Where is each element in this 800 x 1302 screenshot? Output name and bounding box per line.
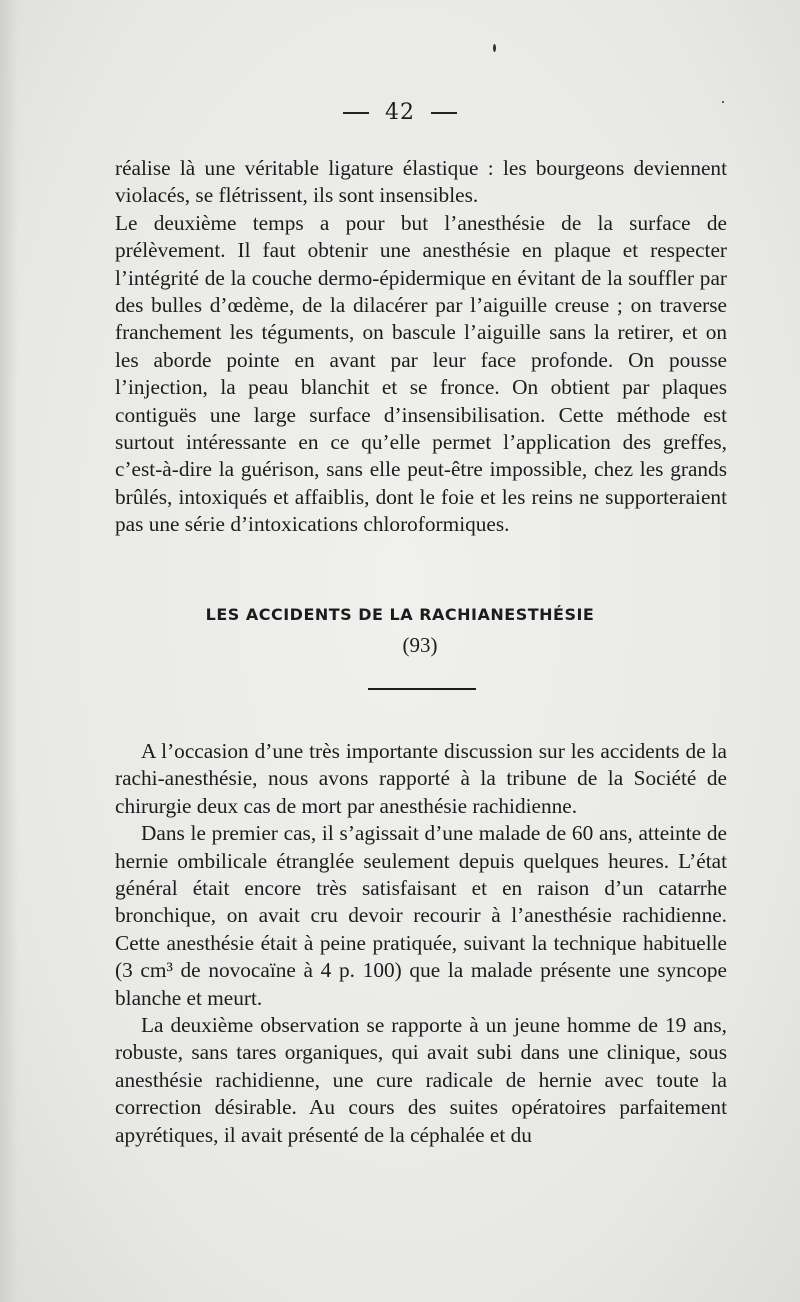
body-text-bottom <box>115 738 727 1149</box>
paragraph: Le deuxième temps a pour but l’anesthésie de la surface de prélèvement. Il faut obtenir une anesthésie en plaque et respecter l’intégrité de la couche dermo-épidermique en évitant de la souffler par des bulles d’œdème, de la dilacérer par l’aiguille creuse ; on traverse franchement les téguments, on bascule l’aiguille sans la retirer, et on les aborde pointe en avant par leur face profonde. On pousse l’injection, la peau blanchit et se fronce. On obtient par plaques contiguës une large surface d’insensibilisation. Cette méthode est surtout intéressante en ce qu’elle permet l’application des greffes, c’est-à-dire la guérison, sans elle peut-être impossible, chez les grands brûlés, intoxiqués et affaiblis, dont le foie et les reins ne supporteraient pas une série d’intoxications chloroformiques. <box>115 210 727 537</box>
page-number: 42 <box>385 100 415 125</box>
body-text-top <box>115 155 727 539</box>
header-dash-left <box>343 112 369 114</box>
page-header <box>0 100 800 125</box>
paragraph: réalise là une véritable ligature élastique : les bourgeons deviennent violacés, se flétrissent, ils sont insensibles. <box>115 156 727 208</box>
paragraph: La deuxième observation se rapporte à un jeune homme de 19 ans, robuste, sans tares organiques, qui avait subi dans une clinique, sous anesthésie rachidienne, une cure radicale de hernie avec toute la correction désirable. Au cours des suites opératoires parfaitement apyrétiques, il avait présenté de la céphalée et du <box>115 1013 727 1147</box>
paragraph: A l’occasion d’une très importante discussion sur les accidents de la rachi-anesthésie, nous avons rapporté à la tribune de la Société de chirurgie deux cas de mort par anesthésie rachidienne. <box>115 739 727 818</box>
header-dash-right <box>431 112 457 114</box>
paragraph: Dans le premier cas, il s’agissait d’une malade de 60 ans, atteinte de hernie ombilicale étranglée seulement depuis quelques heures. L’état général était encore très satisfaisant et en raison d’un catarrhe bronchique, on avait cru devoir recourir à l’anesthésie rachidienne. Cette anesthésie était à peine pratiquée, suivant la technique habituelle (3 cm³ de novocaïne à 4 p. 100) que la malade présente une syncope blanche et meurt. <box>115 821 727 1010</box>
section-rule <box>368 688 476 690</box>
section-number: (93) <box>402 633 438 657</box>
section-heading: LES ACCIDENTS DE LA RACHIANESTHÉSIE <box>205 605 595 624</box>
print-speck <box>493 44 496 52</box>
